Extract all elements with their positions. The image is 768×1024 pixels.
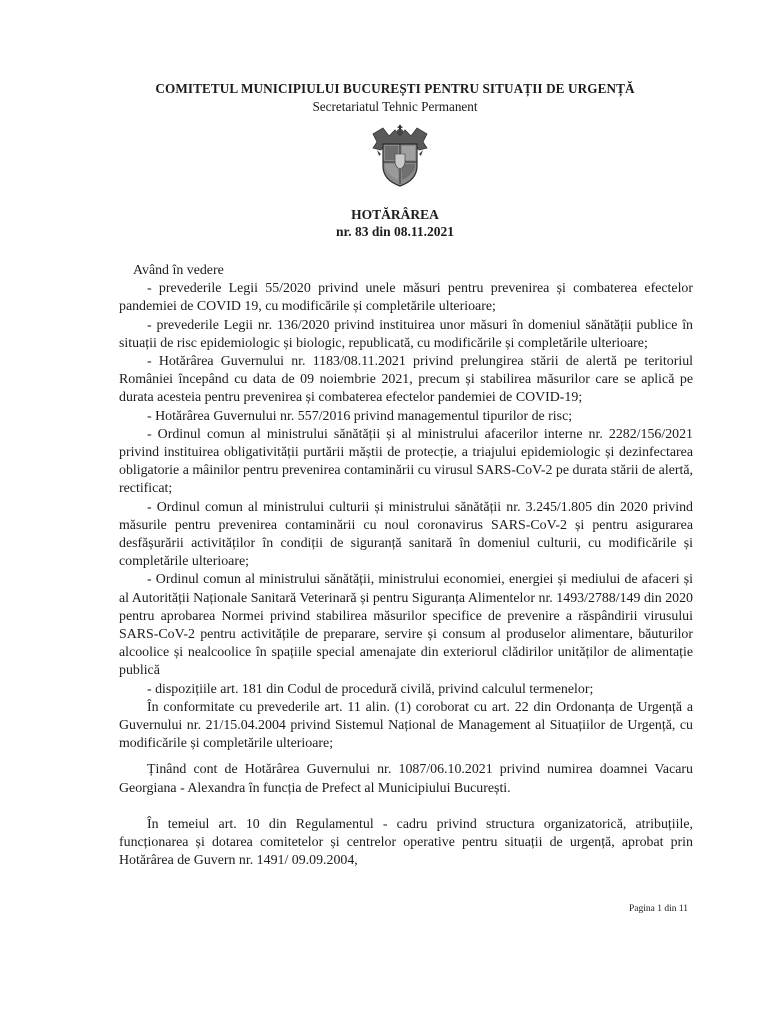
legal-basis-item: Ținând cont de Hotărârea Guvernului nr. 1087/06.10.2021 privind numirea doamnei Vacaru Georgiana - Alexandra în funcția de Prefect al Municipiului București.	[119, 762, 693, 796]
decision-heading: HOTĂRÂREA	[351, 207, 439, 222]
coat-of-arms-icon	[369, 124, 431, 188]
document-body	[119, 262, 693, 871]
decision-title	[0, 206, 768, 240]
legal-basis-item: - Hotărârea Guvernului nr. 557/2016 privind managementul tipurilor de risc;	[147, 408, 573, 424]
legal-basis-item: - Ordinul comun al ministrului sănătății, ministrului economiei, energiei și mediului de afaceri și al Autorității Naționale Sanitară Veterinară și pentru Siguranța Alimentelor nr. 1493/2788/149 din 2020 pentru aprobarea Normei privind stabilirea măsurilor specifice de prevenire a răspândirii virusului SARS-CoV-2 pentru activitățile de preparare, servire și consum al produselor alimentare, băuturilor alcoolice și nealcoolice în spațiile special amenajate din exteriorul clădirilor unităților de alimentație publică	[119, 572, 693, 679]
legal-basis-item: - Hotărârea Guvernului nr. 1183/08.11.2021 privind prelungirea stării de alertă pe teritoriul României începând cu data de 09 noiembrie 2021, precum și stabilirea măsurilor care se aplică pe durata acesteia pentru prevenirea și combaterea efectelor pandemiei de COVID-19;	[119, 354, 693, 406]
secretariat-name: Secretariatul Tehnic Permanent	[312, 99, 478, 114]
legal-basis-item: - prevederile Legii nr. 136/2020 privind instituirea unor măsuri în domeniul sănătății publice în situații de risc epidemiologic și biologic, republicată, cu modificările și completările ulterioare;	[119, 317, 693, 351]
page-number: Pagina 1 din 11	[628, 904, 688, 914]
legal-basis-item: - Ordinul comun al ministrului culturii și ministrului sănătății nr. 3.245/1.805 din 2020 privind măsurile pentru prevenirea contaminării cu noul coronavirus SARS-CoV-2 și pentru asigurarea desfășurării activităților în condiții de siguranță sanitară în domeniul culturii, cu modificările și completările ulterioare;	[119, 499, 693, 570]
intro-line: Având în vedere	[133, 263, 224, 278]
legal-basis-item: - dispozițiile art. 181 din Codul de procedură civilă, privind calculul termenelor;	[147, 681, 594, 697]
legal-basis-item: În conformitate cu prevederile art. 11 alin. (1) coroborat cu art. 22 din Ordonanța de Urgență a Guvernului nr. 21/15.04.2004 privind Sistemul Național de Management al Situațiilor de Urgență, cu modificările și completările ulterioare;	[119, 699, 693, 752]
closing-paragraph: În temeiul art. 10 din Regulamentul - cadru privind structura organizatorică, atribuțiile, funcționarea și dotarea comitetelor și centrelor operative pentru situații de urgență, aprobat prin Hotărârea de Guvern nr. 1491/ 09.09.2004,	[119, 816, 693, 869]
decision-number: nr. 83 din 08.11.2021	[335, 224, 455, 239]
legal-basis-item: - Ordinul comun al ministrului sănătății și al ministrului afacerilor interne nr. 2282/156/2021 privind instituirea obligativității purtării măștii de protecție, a triajului epidemiologic și dezinfectarea obligatorie a mâinilor pentru prevenirea contaminării cu virusul SARS-CoV-2 pe durata stării de alertă, rectificat;	[119, 426, 693, 497]
organization-name: COMITETUL MUNICIPIULUI BUCUREȘTI PENTRU SITUAȚII DE URGENȚĂ	[155, 81, 635, 96]
legal-basis-item: - prevederile Legii 55/2020 privind unele măsuri pentru prevenirea și combaterea efectelor pandemiei de COVID 19, cu modificările și completările ulterioare;	[119, 281, 693, 315]
document-header	[0, 80, 768, 115]
